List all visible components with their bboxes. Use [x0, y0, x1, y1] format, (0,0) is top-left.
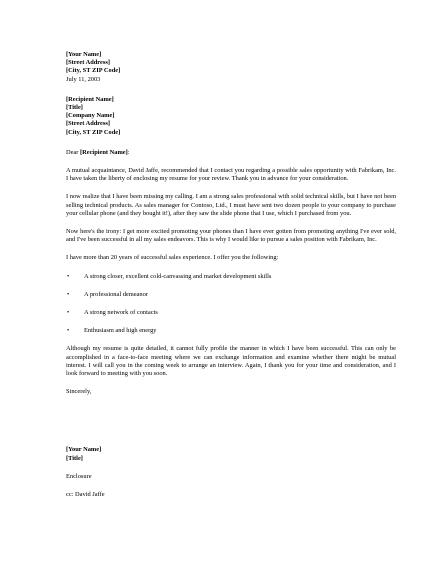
list-item — [66, 273, 396, 281]
sender-city: [City, ST ZIP Code] — [66, 67, 121, 75]
body-paragraph: A mutual acquaintance, David Jaffe, recommended that I contact you regarding a possible sales opportunity with Fabrikam, Inc. I have taken the liberty of enclosing my resume for your review. Thank you in advance for your consideration. — [66, 167, 396, 183]
recipient-address-block — [66, 96, 396, 137]
bullet-icon: • — [67, 290, 70, 298]
list-item-text: A professional demeanor — [84, 290, 148, 298]
signature-block — [66, 446, 396, 462]
list-item-text: A strong closer, excellent cold-canvassing and market development skills — [84, 272, 272, 280]
letter-page — [66, 51, 396, 499]
sender-name: [Your Name] — [66, 51, 102, 58]
body-paragraph: Now here's the irony: I get more excited promoting your phones than I have ever gotten from promoting anything I've ever sold, and I've been successful in all my sales endeavors. This is why I would like to pursue a sales position with Fabrikam, Inc. — [66, 228, 396, 244]
salutation-prefix: Dear — [66, 148, 81, 156]
body-paragraph: I have more than 20 years of successful sales experience. I offer you the following: — [66, 254, 279, 262]
recipient-city: [City, ST ZIP Code] — [66, 128, 121, 136]
list-item — [66, 309, 396, 317]
list-item — [66, 327, 396, 335]
recipient-title: [Title] — [66, 104, 83, 112]
salutation — [66, 149, 396, 157]
bullet-icon: • — [67, 309, 70, 317]
bullet-icon: • — [67, 327, 70, 335]
sender-address-block — [66, 51, 396, 84]
recipient-company: [Company Name] — [66, 112, 115, 120]
sender-street: [Street Address] — [66, 59, 110, 67]
recipient-street: [Street Address] — [66, 120, 110, 128]
closing-paragraph: Although my resume is quite detailed, it cannot fully profile the manner in which I have been successful. This can only be accomplished in a face-to-face meeting where we can exchange information and examine whether there might be mutual interest. I will call you in the coming week to arrange an interview. Again, I thank you for your time and consideration, and I look forward to meeting with you soon. — [66, 345, 396, 378]
list-item-text: A strong network of contacts — [84, 309, 158, 317]
enclosure-note: Enclosure — [66, 472, 92, 480]
cc-note: cc: David Jaffe — [66, 491, 105, 499]
complimentary-close: Sincerely, — [66, 388, 92, 396]
signature-name: [Your Name] — [66, 446, 102, 454]
body-paragraph: I now realize that I have been missing my calling. I am a strong sales professional with solid technical skills, but I have not been selling technical products. As sales manager for Contoso, Ltd., I must have sent two dozen people to your company to purchase your cellular phone (and they bought it!), after they saw the slide phone that I use, which I purchased from you. — [66, 193, 396, 217]
salutation-suffix: : — [127, 148, 130, 156]
recipient-name: [Recipient Name] — [66, 95, 114, 103]
bullet-icon: • — [67, 272, 70, 280]
salutation-name: [Recipient Name] — [80, 148, 128, 156]
signature-title: [Title] — [66, 454, 83, 462]
list-item-text: Enthusiasm and high energy — [84, 327, 157, 335]
qualifications-list — [66, 273, 396, 336]
letter-date: July 11, 2003 — [66, 75, 101, 83]
list-item — [66, 291, 396, 299]
